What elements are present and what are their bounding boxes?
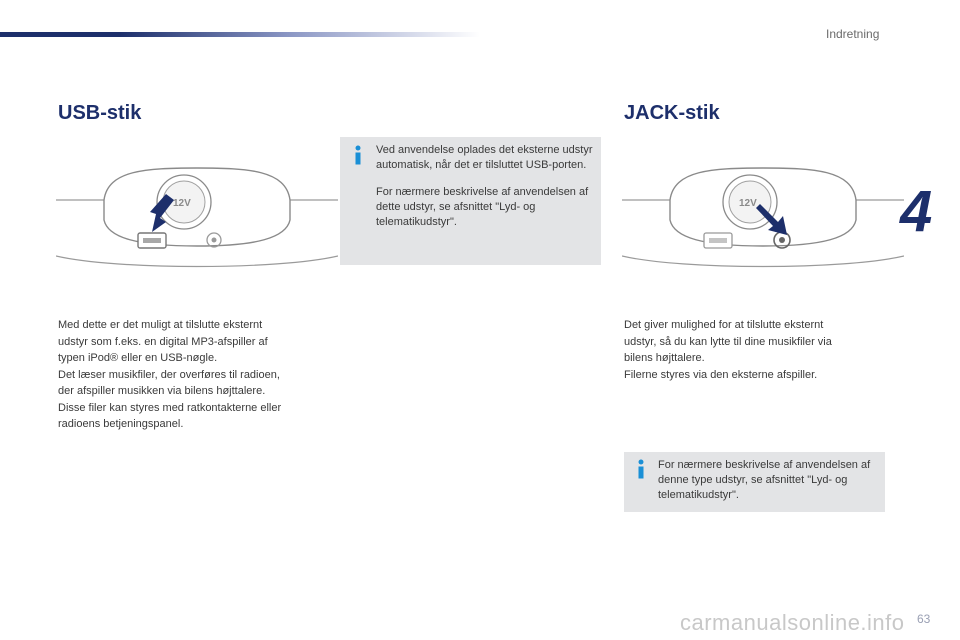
usb-line-3: typen iPod® eller en USB-nøgle. bbox=[58, 352, 218, 364]
usb-line-1: Med dette er det muligt at tilslutte eksternt bbox=[58, 319, 263, 331]
chapter-number: 4 bbox=[900, 179, 933, 244]
jack-socket-illustration bbox=[622, 160, 904, 285]
jack-section-title: JACK-stik bbox=[624, 102, 720, 124]
header-accent-bar bbox=[0, 32, 480, 37]
usb-info-text-1: Ved anvendelse oplades det eksterne udstyr automatisk, når det er tilsluttet USB-porten. bbox=[376, 144, 593, 171]
usb-line-7: radioens betjeningspanel. bbox=[58, 418, 184, 430]
usb-info-text-2: For nærmere beskrivelse af anvendelsen af dette udstyr, se afsnittet "Lyd- og telematikudstyr". bbox=[376, 186, 589, 228]
info-icon bbox=[634, 459, 648, 479]
usb-socket-illustration bbox=[56, 160, 338, 285]
jack-line-3: bilens højttalere. bbox=[624, 352, 705, 364]
info-icon bbox=[351, 145, 365, 165]
jack-line-4: Filerne styres via den eksterne afspiller. bbox=[624, 368, 818, 381]
jack-line-2: udstyr, så du kan lytte til dine musikfiler via bbox=[624, 335, 832, 348]
usb-info-box bbox=[340, 137, 601, 265]
jack-description bbox=[624, 317, 874, 383]
jack-info-text: For nærmere beskrivelse af anvendelsen af denne type udstyr, se afsnittet "Lyd- og telematikudstyr". bbox=[658, 459, 871, 501]
socket-label: 12V bbox=[173, 198, 191, 209]
usb-line-6: Disse filer kan styres med ratkontakterne eller bbox=[58, 401, 282, 414]
jack-line-1: Det giver mulighed for at tilslutte eksternt bbox=[624, 319, 824, 331]
usb-section-title: USB-stik bbox=[58, 102, 142, 124]
socket-label: 12V bbox=[739, 198, 757, 209]
usb-line-5: der afspiller musikken via bilens højttalere. bbox=[58, 385, 266, 397]
section-title: Indretning bbox=[826, 27, 880, 41]
page-number: 63 bbox=[917, 612, 931, 626]
jack-info-box bbox=[624, 452, 885, 512]
usb-line-4: Det læser musikfiler, der overføres til radioen, bbox=[58, 368, 280, 381]
usb-description bbox=[58, 317, 328, 433]
watermark: carmanualsonline.info bbox=[680, 610, 905, 635]
usb-line-2: udstyr som f.eks. en digital MP3-afspiller af bbox=[58, 335, 268, 348]
